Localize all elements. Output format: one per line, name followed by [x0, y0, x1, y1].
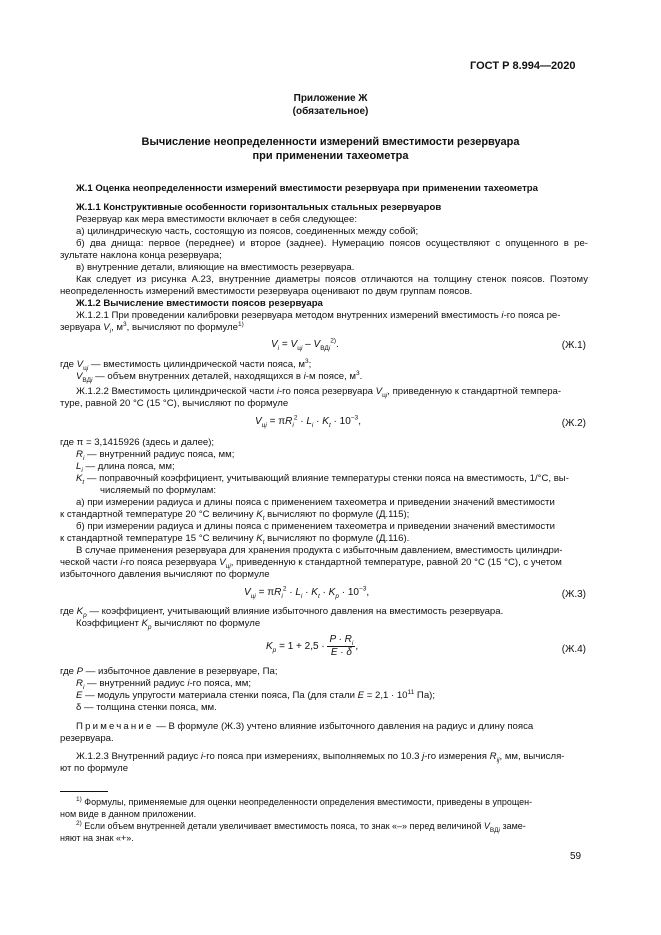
- where3-kp: где $K_p$ — коэффициент, учитывающий влияние избыточного давления на вместимость резервуара.: [60, 606, 504, 619]
- j122-text-b: -го пояса резервуара: [278, 386, 376, 397]
- where1-a-text: — вместимость цилиндрической части пояса, м: [88, 359, 305, 370]
- note-label: Примечание: [76, 721, 154, 732]
- doc-title-line1: Вычисление неопределенности измерений вместимости резервуара: [141, 136, 520, 148]
- section-j1-heading: Ж.1 Оценка неопределенности измерений вместимости резервуара при применении тахеометра: [76, 183, 538, 194]
- footnote-2-line2: няют на знак «+».: [60, 833, 134, 843]
- footnote-divider: [60, 791, 108, 792]
- formula-j3: $V_{цi} = \pi R_i^2 \cdot L_i \cdot K_t \cdot K_p \cdot 10^{-3}$,: [244, 585, 370, 600]
- formula-j4: $K_p = 1 + 2,5$ · $\frac{P \cdot R_i}{E \cdot \delta}$ ,: [266, 634, 359, 658]
- where3-kp2-b: вычисляют по формуле: [151, 618, 261, 629]
- where4-R-b: -го пояса, мм;: [189, 678, 252, 689]
- where4-P: где P — избыточное давление в резервуаре, Па;: [60, 666, 278, 677]
- j121-text-cont: -го пояса ре-: [503, 310, 561, 321]
- pressure-text-b: -го пояса резервуара: [122, 557, 220, 568]
- formula-j3-label: (Ж.3): [561, 589, 586, 600]
- formula-j1: $V_i = V_{цi} - V_{ВДi}^{2)}$.: [271, 337, 339, 352]
- footnote-2-mark: 2): [76, 820, 82, 827]
- j121-line2-start: зервуара: [60, 322, 104, 333]
- list-item-a: а) цилиндрическую часть, состоящую из поясов, соединенных между собой;: [76, 226, 419, 237]
- j121-line2-end: , вычисляют по формуле: [126, 322, 238, 333]
- where2-Kt-text: — поправочный коэффициент, учитывающий влияние температуры стенки пояса на вместимость, 1/°С, вы-: [84, 473, 569, 484]
- item-ja-text-end: вычисляют по формуле (Д.115);: [264, 509, 410, 520]
- standard-number: ГОСТ Р 8.994—2020: [470, 60, 576, 72]
- unit-exponent: 3: [123, 320, 127, 328]
- where2-Kt-cont: числяемый по формулам:: [100, 485, 217, 496]
- j123-line2: ют по формуле: [60, 763, 129, 774]
- where2-L: $L_i$ — длина пояса, мм;: [76, 461, 175, 474]
- item-jb-line2: к стандартной температуре 15 °С величину $K_t$ вычисляют по формуле (Д.116).: [60, 533, 410, 546]
- pressure-text-c: , приведенную к стандартной температуре, равной 20 °С (15 °С), с учетом: [230, 557, 562, 568]
- where3-kp2: Коэффициент $K_p$ вычисляют по формуле: [76, 618, 261, 631]
- pressure-line2: ческой части i-го пояса резервуара $V_{цi}$, приведенную к стандартной температуре, равной 20 °С (15 °С), с учетом: [60, 557, 562, 570]
- note-line1: [76, 721, 533, 733]
- j123-b: -го пояса при измерениях, выполняемых по 10.3: [203, 751, 423, 762]
- item-jb-line1: б) при измерении радиуса и длины пояса с применением тахеометра и приведении значений вместимости: [76, 521, 555, 532]
- j123-d: , мм, вычисля-: [499, 751, 565, 762]
- j122-line2: туре, равной 20 °С (15 °С), вычисляют по формуле: [60, 398, 289, 409]
- pressure-line1: В случае применения резервуара для хранения продукта с избыточным давлением, вместимость цилиндри-: [76, 545, 563, 556]
- j122-text-a: Ж.1.2.2 Вместимость цилиндрической части: [76, 386, 277, 397]
- appendix-status: (обязательное): [292, 106, 369, 117]
- where4-E-a: — модуль упругости материала стенки пояса, Па (для стали: [82, 690, 358, 701]
- formula-j2-label: (Ж.2): [561, 418, 586, 429]
- footnote-1-mark: 1): [76, 796, 82, 803]
- where1-b-text: — объем внутренних деталей, находящихся в: [92, 371, 304, 382]
- footnote-2-line1: $^{2)}$ Если объем внутренней детали увеличивает вместимость пояса, то знак «–» перед величиной $V_{ВДi}$ заме-: [76, 820, 526, 834]
- section-j12-heading: Ж.1.2 Вычисление вместимости поясов резервуара: [76, 298, 323, 309]
- formula-j1-label: (Ж.1): [561, 340, 586, 351]
- j121-text: Ж.1.2.1 При проведении калибровки резервуара методом внутренних измерений вместимость: [76, 310, 502, 321]
- footnote-1-line1: [76, 796, 532, 808]
- where1-line1: где $V_{цi}$ — вместимость цилиндрической части пояса, $м^3$;: [60, 357, 312, 372]
- symbol-V: V: [103, 322, 110, 333]
- j121-unit: , м: [111, 322, 124, 333]
- where2-R-text: — внутренний радиус пояса, мм;: [84, 449, 235, 460]
- section-j11-heading: Ж.1.1 Конструктивные особенности горизонтальных стальных резервуаров: [76, 202, 442, 213]
- j121-line2: [60, 322, 244, 334]
- j123-line1: Ж.1.2.3 Внутренний радиус i-го пояса при измерениях, выполняемых по 10.3 j-го измерения $R_{ij}$, мм, вычисля-: [76, 751, 565, 764]
- list-item-b: б) два днища: первое (переднее) и второе (заднее). Нумерацию поясов осуществляют с опущенного в ре-зультате наклона конца резервуара;: [60, 238, 588, 261]
- where2-L-text: — длина пояса, мм;: [82, 461, 175, 472]
- item-ja-line1: а) при измерении радиуса и длины пояса с применением тахеометра и приведении значений вместимости: [76, 497, 555, 508]
- footnote-1-line2: ном виде в данном приложении.: [60, 809, 197, 819]
- where2-R: $R_i$ — внутренний радиус пояса, мм;: [76, 449, 235, 462]
- where2-Kt: $K_t$ — поправочный коэффициент, учитывающий влияние температуры стенки пояса на вместимость, 1/°С, вы-: [76, 473, 569, 486]
- j123-c: -го измерения: [424, 751, 490, 762]
- j121-line1: [76, 310, 560, 322]
- pressure-text-a: ческой части: [60, 557, 121, 568]
- item-jb-text: к стандартной температуре 15 °С величину: [60, 533, 257, 544]
- page-number: 59: [570, 851, 582, 862]
- j123-a: Ж.1.2.3 Внутренний радиус: [76, 751, 201, 762]
- where3-kp-text: — коэффициент, учитывающий влияние избыточного давления на вместимость резервуара.: [86, 606, 504, 617]
- where1-line2: $V_{ВДi}$ — объем внутренних деталей, находящихся в i-м поясе, $м^3$.: [76, 369, 363, 384]
- appendix-title: Приложение Ж: [293, 93, 368, 104]
- footnote-2-text: Если объем внутренней детали увеличивает вместимость пояса, то знак «–» перед величиной: [84, 821, 484, 831]
- intro-paragraph: Резервуар как мера вместимости включает в себя следующее:: [76, 214, 358, 225]
- j121-index: i: [501, 310, 504, 321]
- where4-delta: δ — толщина стенки пояса, мм.: [76, 702, 217, 713]
- j122-text-c: , приведенную к стандартной темпера-: [387, 386, 562, 397]
- where4-E: E — модуль упругости материала стенки пояса, Па (для стали $E = 2,1 \cdot 10^{11}$ Па);: [76, 688, 436, 701]
- where4-E-exp: 11: [407, 688, 415, 696]
- pressure-line3: избыточного давления вычисляют по формуле: [60, 569, 270, 580]
- formula-j2: $V_{цi} = \pi R_i^2 \cdot L_i \cdot K_t \cdot 10^{-3}$,: [255, 414, 361, 429]
- where3-kp2-a: Коэффициент: [76, 618, 142, 629]
- note-text: — В формуле (Ж.3) учтено влияние избыточного давления на радиус и длину пояса: [153, 721, 534, 732]
- symbol-sub: i: [109, 327, 112, 335]
- where2-pi: где π = 3,1415926 (здесь и далее);: [60, 437, 215, 448]
- note-line2: резервуара.: [60, 733, 114, 744]
- where4-E-c: Па);: [414, 690, 436, 701]
- where4-R-a: — внутренний радиус: [84, 678, 188, 689]
- formula-j4-label: (Ж.4): [561, 644, 586, 655]
- footnote-1-text: Формулы, применяемые для оценки неопределенности определения вместимости, приведены в упрощен-: [84, 797, 533, 807]
- item-jb-text-end: вычисляют по формуле (Д.116).: [264, 533, 410, 544]
- item-ja-text: к стандартной температуре 20 °С величину: [60, 509, 257, 520]
- list-item-c: в) внутренние детали, влияющие на вместимость резервуара.: [76, 262, 355, 273]
- footnote-ref-1: 1): [237, 320, 244, 328]
- footnote-2-text-end: заме-: [499, 821, 526, 831]
- doc-title-line2: при применении тахеометра: [252, 150, 409, 162]
- where4-R: $R_i$ — внутренний радиус i-го пояса, мм;: [76, 678, 252, 691]
- item-ja-line2: к стандартной температуре 20 °С величину $K_t$ вычисляют по формуле (Д.115);: [60, 509, 410, 522]
- where1-b-end: -м поясе, м: [305, 371, 357, 382]
- where4-P-text: — избыточное давление в резервуаре, Па;: [83, 666, 278, 677]
- where-label: где: [60, 359, 77, 370]
- figure-paragraph: Как следует из рисунка А.23, внутренние диаметры поясов отличаются на толщину стенок поясов. Поэтому неопределенность измерений вместимости резервуара оценивают по двум группам поясов.: [60, 274, 588, 297]
- j122-line1: Ж.1.2.2 Вместимость цилиндрической части i-го пояса резервуара $V_{цi}$, приведенную к стандартной темпера-: [76, 386, 562, 399]
- where1-index: i: [303, 371, 306, 382]
- where4-E-b: = 2,1 · 10: [364, 690, 408, 701]
